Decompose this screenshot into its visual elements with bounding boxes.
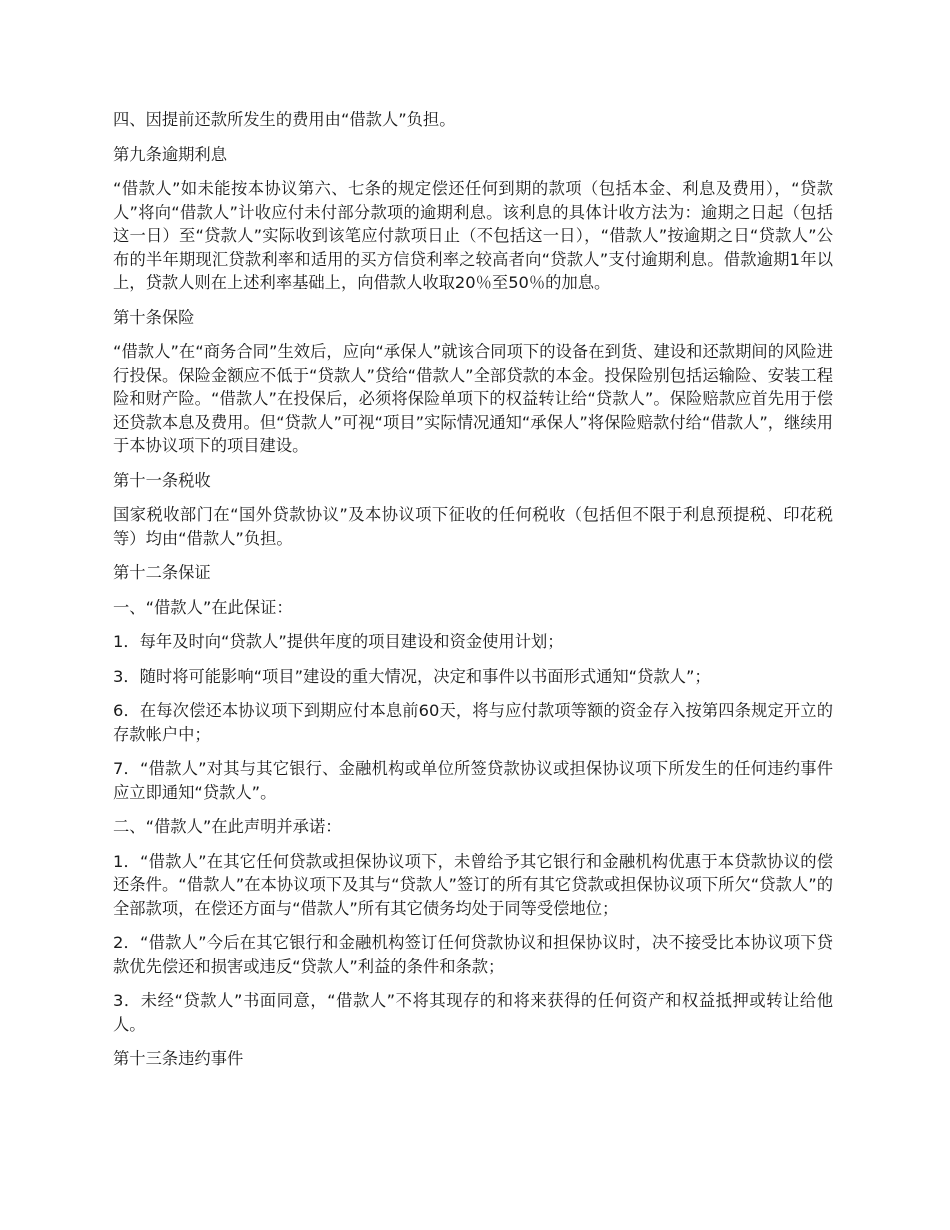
paragraph-taxation: 国家税收部门在“国外贷款协议”及本协议项下征收的任何税收（包括但不限于利息预提税、印花税等）均由“借款人”负担。 (113, 505, 833, 548)
paragraph-overdue-interest: “借款人”如未能按本协议第六、七条的规定偿还任何到期的款项（包括本金、利息及费用），“贷款人”将向“借款人”计收应付未付部分款项的逾期利息。该利息的具体计收方法为：逾期之日起（包括这一日）至“贷款人”实际收到该笔应付款项日止（不包括这一日），“借款人”按逾期之日“贷款人”公布的半年期现汇贷款利率和适用的买方信贷利率之较高者向“贷款人”支付逾期利息。借款逾期1年以上，贷款人则在上述利率基础上，向借款人收取20％至50％的加息。 (113, 179, 833, 292)
paragraph-declaration-intro: 二、“借款人”在此声明并承诺： (113, 817, 342, 836)
list-item-declaration-2: 2．“借款人”今后在其它银行和金融机构签订任何贷款协议和担保协议时，决不接受比本协议项下贷款优先偿还和损害或违反“贷款人”利益的条件和条款； (113, 933, 833, 976)
document-page (113, 108, 833, 1082)
heading-article-12: 第十二条保证 (113, 563, 211, 582)
list-item-warranty-7: 7．“借款人”对其与其它银行、金融机构或单位所签贷款协议或担保协议项下所发生的任何违约事件应立即通知“贷款人”。 (113, 759, 833, 802)
list-item-warranty-6: 6．在每次偿还本协议项下到期应付本息前60天，将与应付款项等额的资金存入按第四条规定开立的存款帐户中； (113, 701, 833, 744)
heading-article-11: 第十一条税收 (113, 470, 211, 490)
list-item-warranty-3: 3．随时将可能影响“项目”建设的重大情况，决定和事件以书面形式通知“贷款人”； (113, 666, 711, 686)
list-item-declaration-1: 1．“借款人”在其它任何贷款或担保协议项下，未曾给予其它银行和金融机构优惠于本贷款协议的偿还条件。“借款人”在本协议项下及其与“贷款人”签订的所有其它贷款或担保协议项下所欠“贷款人”的全部款项，在偿还方面与“借款人”所有其它债务均处于同等受偿地位； (113, 851, 833, 918)
paragraph-prepayment-fee: 四、因提前还款所发生的费用由“借款人”负担。 (113, 110, 456, 129)
heading-article-9: 第九条逾期利息 (113, 144, 227, 164)
list-item-warranty-1: 1．每年及时向“贷款人”提供年度的项目建设和资金使用计划； (113, 632, 564, 651)
heading-article-13: 第十三条违约事件 (113, 1049, 244, 1068)
paragraph-warranty-intro: 一、“借款人”在此保证： (113, 597, 293, 617)
paragraph-insurance: “借款人”在“商务合同”生效后，应向“承保人”就该合同项下的设备在到货、建设和还款期间的风险进行投保。保险金额应不低于“贷款人”贷给“借款人”全部贷款的本金。投保险别包括运输险、安装工程险和财产险。“借款人”在投保后，必须将保险单项下的权益转让给“贷款人”。保险赔款应首先用于偿还贷款本息及费用。但“贷款人”可视“项目”实际情况通知“承保人”将保险赔款付给“借款人”，继续用于本协议项下的项目建设。 (113, 342, 833, 455)
list-item-declaration-3: 3．未经“贷款人”书面同意，“借款人”不将其现存的和将来获得的任何资产和权益抵押或转让给他人。 (113, 991, 833, 1034)
heading-article-10: 第十条保险 (113, 307, 195, 327)
